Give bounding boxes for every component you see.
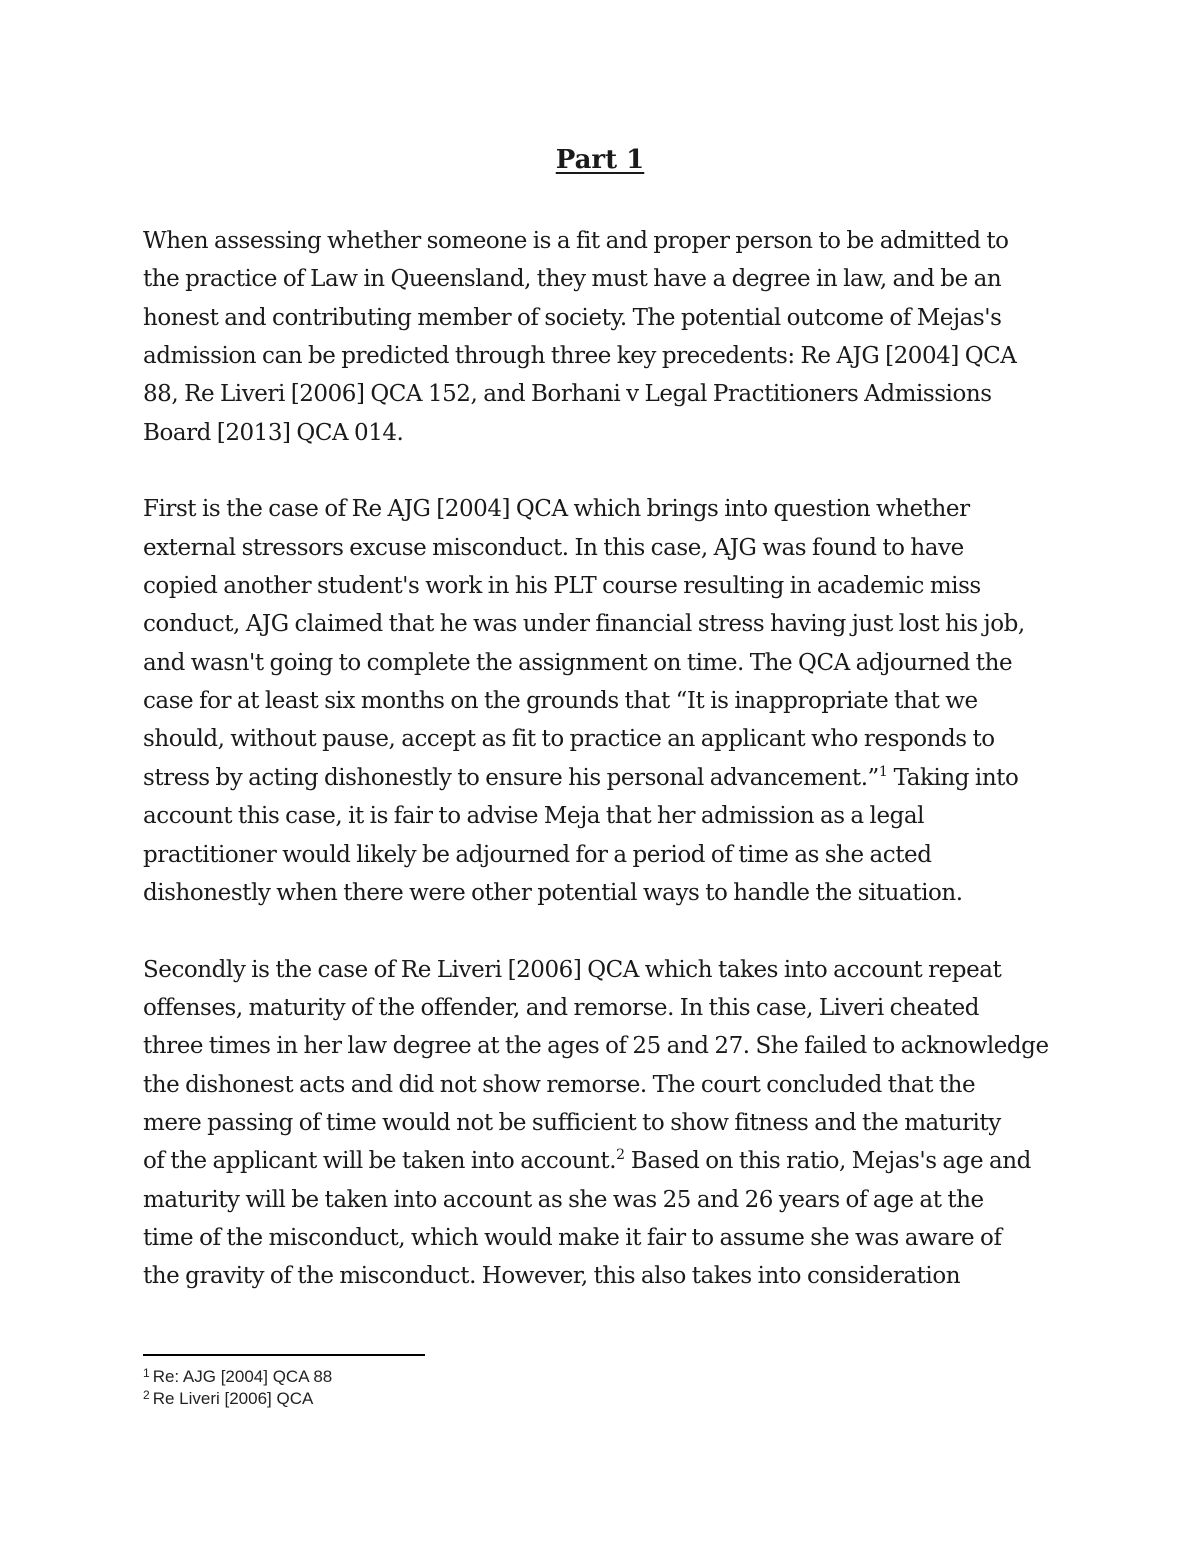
text-line: mere passing of time would not be sufficient to show fitness and the maturity xyxy=(143,1109,1001,1136)
footnote-mark: 1 xyxy=(143,1366,150,1380)
text-line: three times in her law degree at the ages of 25 and 27. She failed to acknowledge xyxy=(143,1033,1049,1060)
page-title: Part 1 xyxy=(555,145,645,175)
text-line: offenses, maturity of the offender, and remorse. In this case, Liveri cheated xyxy=(143,994,980,1021)
text-line: account this case, it is fair to advise Meja that her admission as a legal xyxy=(143,803,925,830)
footnote-text: Re Liveri [2006] QCA xyxy=(152,1389,314,1408)
footnote-2 xyxy=(143,1388,332,1410)
text-line: the dishonest acts and did not show remorse. The court concluded that the xyxy=(143,1071,976,1098)
text-line: the practice of Law in Queensland, they must have a degree in law, and be an xyxy=(143,266,1002,293)
text-line: case for at least six months on the grounds that “It is inappropriate that we xyxy=(143,688,978,715)
document-body xyxy=(143,222,1073,1334)
text-line-with-footnote-ref xyxy=(143,1142,1073,1180)
paragraph-2 xyxy=(143,490,1073,912)
footnote-text: Re: AJG [2004] QCA 88 xyxy=(152,1367,333,1386)
text-line: admission can be predicted through three key precedents: Re AJG [2004] QCA xyxy=(143,343,1017,370)
footnote-mark: 2 xyxy=(143,1388,150,1402)
text-line: copied another student's work in his PLT course resulting in academic miss xyxy=(143,573,981,600)
text-line: should, without pause, accept as fit to practice an applicant who responds to xyxy=(143,726,995,753)
paragraph-1 xyxy=(143,222,1073,452)
text-line: external stressors excuse misconduct. In this case, AJG was found to have xyxy=(143,534,964,561)
text-line-with-footnote-ref xyxy=(143,759,1073,797)
footnote-ref-1: 1 xyxy=(878,763,888,780)
text-line: the gravity of the misconduct. However, this also takes into consideration xyxy=(143,1263,961,1290)
text-segment: Taking into xyxy=(887,764,1019,791)
text-line: practitioner would likely be adjourned for a period of time as she acted xyxy=(143,841,932,868)
footnote-1 xyxy=(143,1366,332,1388)
paragraph-3 xyxy=(143,951,1073,1296)
footnotes xyxy=(143,1366,332,1410)
text-line: 88, Re Liveri [2006] QCA 152, and Borhani v Legal Practitioners Admissions xyxy=(143,381,992,408)
text-line: Board [2013] QCA 014. xyxy=(143,419,404,446)
text-line: First is the case of Re AJG [2004] QCA which brings into question whether xyxy=(143,496,970,523)
text-line: time of the misconduct, which would make it fair to assume she was aware of xyxy=(143,1224,1002,1251)
text-line: conduct, AJG claimed that he was under financial stress having just lost his job, xyxy=(143,611,1025,638)
text-line: Secondly is the case of Re Liveri [2006] QCA which takes into account repeat xyxy=(143,956,1002,983)
footnote-separator xyxy=(143,1354,425,1356)
footnote-ref-2: 2 xyxy=(616,1147,626,1164)
text-line: When assessing whether someone is a fit and proper person to be admitted to xyxy=(143,228,1009,254)
text-line: maturity will be taken into account as she was 25 and 26 years of age at the xyxy=(143,1186,984,1213)
text-line: dishonestly when there were other potential ways to handle the situation. xyxy=(143,879,963,906)
text-segment: Based on this ratio, Mejas's age and xyxy=(625,1148,1031,1175)
text-segment: stress by acting dishonestly to ensure his personal advancement.” xyxy=(143,764,879,791)
text-line: and wasn't going to complete the assignment on time. The QCA adjourned the xyxy=(143,649,1013,676)
text-line: honest and contributing member of society. The potential outcome of Mejas's xyxy=(143,304,1002,331)
text-segment: of the applicant will be taken into account. xyxy=(143,1148,617,1175)
